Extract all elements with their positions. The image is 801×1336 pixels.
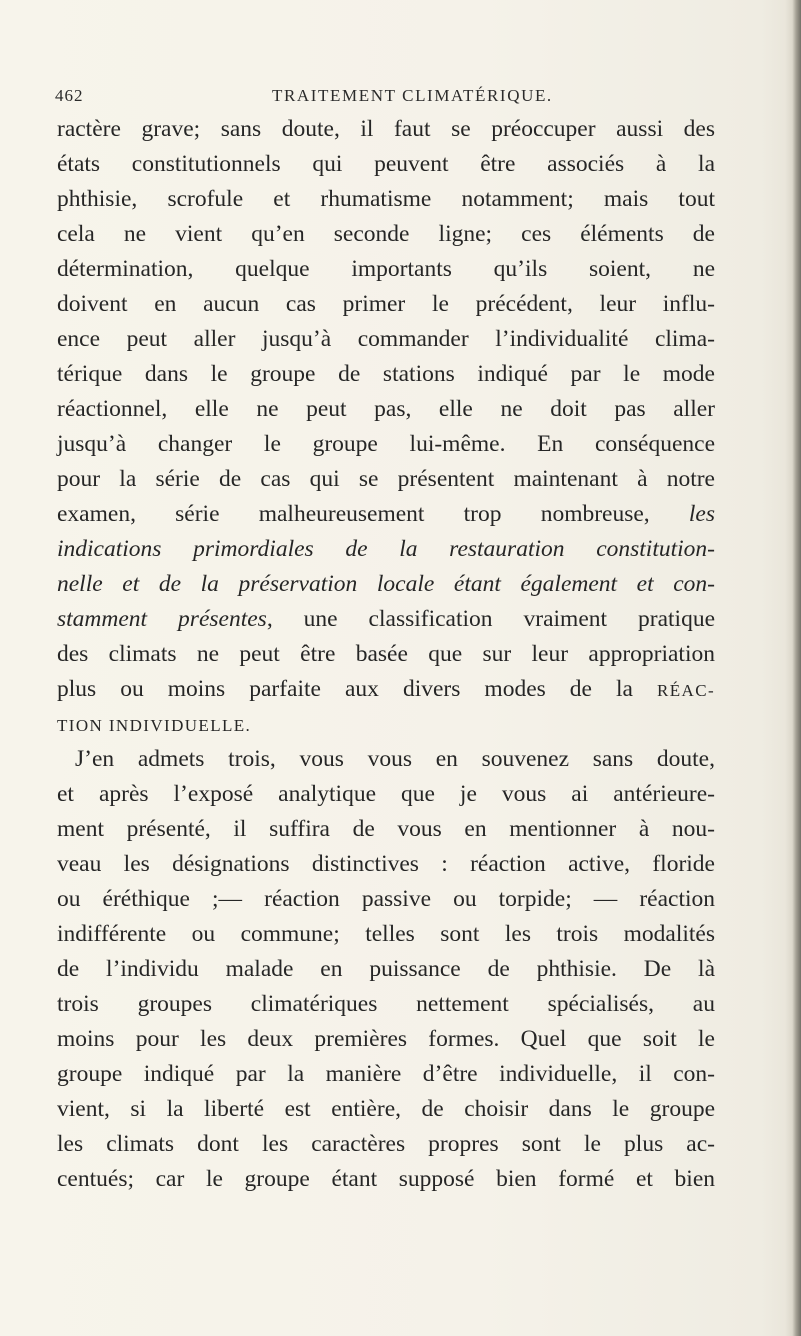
- text-line: doivent en aucun cas primer le précédent, leur influ-: [57, 291, 715, 317]
- text-line: trois groupes climatériques nettement spécialisés, au: [57, 991, 715, 1017]
- text-line: examen, série malheureusement trop nombreuse, les: [57, 501, 715, 527]
- text-line: plus ou moins parfaite aux divers modes de la RÉAC-: [57, 676, 715, 702]
- italic-text: indications primordiales de la restauration constitution-: [57, 536, 715, 562]
- text-line: veau les désignations distinctives : réaction active, floride: [57, 851, 715, 877]
- page-edge-shadow: [785, 0, 801, 1336]
- text-line: [57, 567, 715, 602]
- text-line: cela ne vient qu’en seconde ligne; ces éléments de: [57, 221, 715, 247]
- text-line: de l’individu malade en puissance de phthisie. De là: [57, 956, 715, 982]
- text-line: pour la série de cas qui se présentent maintenant à notre: [57, 466, 715, 492]
- text-line: moins pour les deux premières formes. Quel que soit le: [57, 1026, 715, 1052]
- small-caps-text: RÉAC-: [657, 681, 715, 700]
- italic-text: nelle et de la préservation locale étant également et con-: [57, 571, 715, 597]
- text-line: indifférente ou commune; telles sont les trois modalités: [57, 921, 715, 947]
- text-line: groupe indiqué par la manière d’être individuelle, il con-: [57, 1061, 715, 1087]
- text-line: états constitutionnels qui peuvent être associés à la: [57, 151, 715, 177]
- running-head: TRAITEMENT CLIMATÉRIQUE.: [272, 86, 553, 105]
- text-line: réactionnel, elle ne peut pas, elle ne doit pas aller: [57, 396, 715, 422]
- text-line: des climats ne peut être basée que sur leur appropriation: [57, 641, 715, 667]
- paragraph-start: J’en admets trois, vous vous en souvenez sans doute,: [75, 746, 715, 772]
- text-line: ment présenté, il suffira de vous en mentionner à nou-: [57, 816, 715, 842]
- italic-text: les: [688, 501, 715, 527]
- text-line: les climats dont les caractères propres sont le plus ac-: [57, 1131, 715, 1157]
- text-line: et après l’exposé analytique que je vous ai antérieure-: [57, 781, 715, 807]
- text-line: [57, 532, 715, 567]
- text-line: centués; car le groupe étant supposé bien formé et bien: [57, 1166, 715, 1192]
- text-line: jusqu’à changer le groupe lui-même. En conséquence: [57, 431, 715, 457]
- italic-text: stamment présentes: [57, 606, 267, 632]
- text-line: [57, 707, 715, 742]
- text-line: térique dans le groupe de stations indiqué par le mode: [57, 361, 715, 387]
- page-number: 462: [55, 86, 84, 105]
- text-line: ou éréthique ;— réaction passive ou torpide; — réaction: [57, 886, 715, 912]
- body-text: [57, 112, 715, 1197]
- text-line: ractère grave; sans doute, il faut se préoccuper aussi des: [57, 116, 715, 142]
- text-line: ence peut aller jusqu’à commander l’individualité clima-: [57, 326, 715, 352]
- text-line: phthisie, scrofule et rhumatisme notamment; mais tout: [57, 186, 715, 212]
- text-line: stamment présentes, une classification vraiment pratique: [57, 606, 715, 632]
- text-line: vient, si la liberté est entière, de choisir dans le groupe: [57, 1096, 715, 1122]
- text-line: détermination, quelque importants qu’ils soient, ne: [57, 256, 715, 282]
- small-caps-text: TION INDIVIDUELLE.: [57, 716, 252, 735]
